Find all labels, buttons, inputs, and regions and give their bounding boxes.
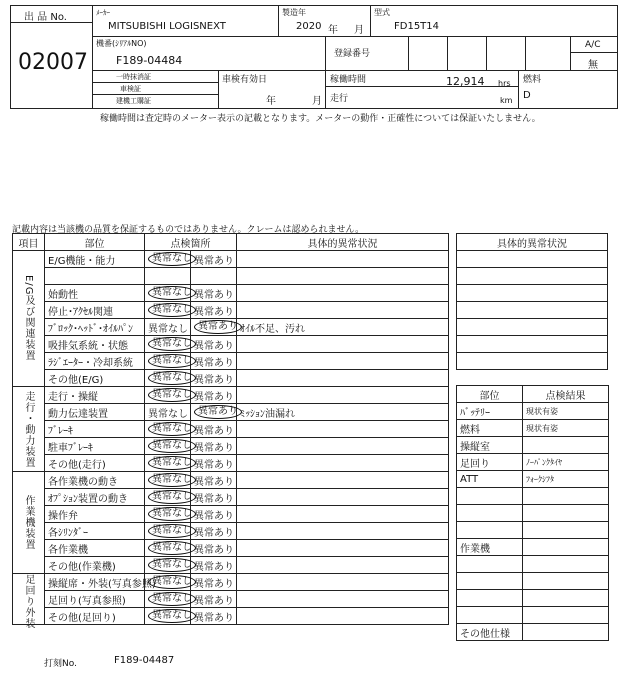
normal-cell [145,285,191,302]
abnormal-mark: 異常あり [194,442,234,454]
abnormal-mark: 異常あり [194,374,234,386]
col-header-check: 点検箇所 [145,234,237,251]
abnormal-cell [191,251,237,268]
side-detail-row [457,285,608,302]
normal-mark-circled: 異常なし [148,473,196,487]
detail-cell [237,438,449,455]
abnormal-mark: 異常あり [194,561,234,573]
abnormal-cell [191,421,237,438]
serial: F189-04484 [116,54,183,67]
detail-cell [237,336,449,353]
normal-mark-circled: 異常なし [148,541,196,555]
normal-mark-circled: 異常なし [148,558,196,572]
part-cell: ﾗｼﾞｴｰﾀｰ・冷却系統 [45,353,145,370]
table-row [13,285,449,302]
normal-cell [145,336,191,353]
result-part: 操縦室 [457,437,523,454]
side-result-header-part: 部位 [457,386,523,403]
part-cell: その他(足回り) [45,608,145,625]
abnormal-mark: 異常あり [194,289,234,301]
normal-cell [145,506,191,523]
abnormal-mark: 異常あり [194,340,234,352]
category-label: E/G及び関連装置 [13,251,45,387]
abnormal-cell [191,574,237,591]
item-no-label: 出 品 No. [24,12,67,23]
detail-cell [237,251,449,268]
result-row [457,573,609,590]
detail-cell [237,370,449,387]
normal-mark-circled: 異常なし [148,490,196,504]
abnormal-cell [191,404,237,421]
disclaimer: 記載内容は当該機の品質を保証するものではありません。クレームは認められません。 [12,225,365,235]
inspect-label: 車検有効日 [222,75,268,85]
normal-cell [145,438,191,455]
result-row [457,624,609,641]
table-row [13,302,449,319]
part-cell: 駐車ﾌﾞﾚｰｷ [45,438,145,455]
part-cell: 各作業機 [45,540,145,557]
abnormal-mark: 異常あり [194,391,234,403]
reg-label: 登録番号 [334,49,371,59]
part-cell: 走行・操縦 [45,387,145,404]
result-row [457,522,609,539]
table-row [13,472,449,489]
abnormal-mark: 異常あり [194,578,234,590]
part-cell [45,268,145,285]
abnormal-cell [191,302,237,319]
result-part: その他仕様 [457,624,523,641]
detail-cell [237,268,449,285]
table-row [13,506,449,523]
normal-cell [145,251,191,268]
detail-cell: ﾐｯｼｮﾝ油漏れ [237,404,449,421]
result-part: 燃料 [457,420,523,437]
abnormal-mark: 異常あり [194,612,234,624]
result-value [523,590,609,607]
result-value: ﾌｫｰｸｼﾌﾀ [523,471,609,488]
abnormal-mark: 異常あり [194,476,234,488]
normal-mark-circled: 異常なし [148,371,196,385]
serial-label: 機番(ｼﾘｱﾙNO) [96,39,147,48]
year-unit: 年 [328,25,338,36]
table-row [13,540,449,557]
detail-cell [237,523,449,540]
result-value: ﾉｰﾊﾟﾝｸﾀｲﾔ [523,454,609,471]
result-value [523,437,609,454]
normal-mark-circled: 異常なし [148,609,196,623]
normal-cell [145,472,191,489]
detail-cell [237,591,449,608]
travel-label: 走行 [330,94,349,104]
normal-mark: 異常なし [148,323,188,335]
part-cell: その他(E/G) [45,370,145,387]
result-part: 作業機 [457,539,523,556]
table-row [13,557,449,574]
abnormal-cell [191,285,237,302]
abnormal-mark: 異常あり [194,493,234,505]
side-detail-row [457,302,608,319]
part-cell: ﾌﾞﾛｯｸ･ﾍｯﾄﾞ･ｵｲﾙﾊﾟﾝ [45,319,145,336]
abnormal-cell [191,353,237,370]
result-part [457,556,523,573]
part-cell: 吸排気系統・状態 [45,336,145,353]
part-cell: ﾌﾞﾚｰｷ [45,421,145,438]
abnormal-cell [191,506,237,523]
result-row [457,607,609,624]
fuel: D [523,90,531,101]
normal-mark-circled: 異常なし [148,524,196,538]
result-value [523,488,609,505]
detail-cell [237,506,449,523]
normal-cell [145,387,191,404]
normal-cell [145,523,191,540]
abnormal-cell [191,268,237,285]
result-value [523,556,609,573]
result-value [523,607,609,624]
side-result-header-result: 点検結果 [523,386,609,403]
col-header-part: 部位 [45,234,145,251]
abnormal-cell [191,319,237,336]
normal-mark-circled: 異常なし [148,286,196,300]
stamp-value: F189-04487 [114,655,175,666]
model-label: 型式 [374,8,390,17]
normal-cell [145,591,191,608]
normal-cell [145,540,191,557]
normal-cell [145,302,191,319]
model: FD15T14 [394,21,440,32]
hours-label: 稼働時間 [330,75,367,85]
normal-cell [145,557,191,574]
abnormal-mark: 異常あり [194,544,234,556]
detail-cell [237,421,449,438]
normal-cell [145,574,191,591]
part-cell: E/G機能・能力 [45,251,145,268]
detail-cell [237,574,449,591]
normal-mark: 異常なし [148,408,188,420]
abnormal-cell [191,608,237,625]
abnormal-cell [191,523,237,540]
normal-mark-circled: 異常なし [148,354,196,368]
normal-mark-circled: 異常なし [148,456,196,470]
result-value: 現状有姿 [523,403,609,420]
side-result-table [456,385,609,641]
ac-value: 無 [588,60,598,71]
normal-cell [145,404,191,421]
result-part [457,590,523,607]
table-row [13,251,449,268]
abnormal-cell [191,455,237,472]
abnormal-mark: 異常あり [194,425,234,437]
normal-cell [145,370,191,387]
inspect-year: 年 [266,96,276,107]
abnormal-mark: 異常あり [194,306,234,318]
detail-cell [237,489,449,506]
abnormal-cell [191,489,237,506]
result-row [457,556,609,573]
detail-cell [237,540,449,557]
abnormal-cell [191,540,237,557]
permit-label-3: 建機工購証 [116,97,151,105]
result-value [523,505,609,522]
category-label: 作業機装置 [13,472,45,574]
normal-cell [145,353,191,370]
result-row [457,539,609,556]
detail-cell [237,353,449,370]
part-cell: 各ｼﾘﾝﾀﾞｰ [45,523,145,540]
result-part [457,488,523,505]
part-cell: 操作弁 [45,506,145,523]
table-row [13,421,449,438]
abnormal-cell [191,472,237,489]
maker: MITSUBISHI LOGISNEXT [108,21,226,32]
normal-mark-circled: 異常なし [148,507,196,521]
part-cell: ｵﾌﾟｼｮﾝ装置の動き [45,489,145,506]
km-unit: km [500,96,513,105]
abnormal-cell [191,336,237,353]
result-row [457,420,609,437]
result-row [457,403,609,420]
abnormal-mark: 異常あり [194,510,234,522]
abnormal-mark: 異常あり [194,527,234,539]
year-label: 製造年 [282,8,306,17]
col-header-detail: 具体的異常状況 [237,234,449,251]
result-row [457,505,609,522]
part-cell: 動力伝達装置 [45,404,145,421]
result-part: ﾊﾞｯﾃﾘｰ [457,403,523,420]
part-cell: その他(走行) [45,455,145,472]
side-detail-row [457,353,608,370]
side-detail-row [457,251,608,268]
side-detail-table [456,233,608,370]
part-cell: 停止･ｱｸｾﾙ関連 [45,302,145,319]
month-unit: 月 [354,25,364,36]
normal-mark-circled: 異常なし [148,592,196,606]
inspect-month: 月 [312,96,322,107]
result-row [457,471,609,488]
normal-cell [145,455,191,472]
permit-label-1: 一時抹消証 [116,73,151,81]
normal-mark-circled: 異常なし [148,337,196,351]
stamp-label: 打刻No. [44,659,77,669]
result-row [457,488,609,505]
result-row [457,454,609,471]
normal-cell [145,489,191,506]
normal-mark-circled: 異常なし [148,252,196,266]
hours-unit: hrs [498,79,511,88]
side-detail-row [457,336,608,353]
normal-cell [145,608,191,625]
result-part [457,505,523,522]
part-cell: 始動性 [45,285,145,302]
normal-cell [145,268,191,285]
detail-cell [237,302,449,319]
table-row [13,574,449,591]
result-part: 足回り [457,454,523,471]
normal-mark-circled: 異常なし [148,388,196,402]
side-detail-header: 具体的異常状況 [457,234,608,251]
ac-label: A/C [585,40,601,50]
permit-label-2: 車検証 [120,85,141,93]
result-value: 現状有姿 [523,420,609,437]
side-detail-row [457,319,608,336]
abnormal-cell [191,591,237,608]
inspection-table [12,233,449,629]
normal-mark-circled: 異常なし [148,303,196,317]
result-part [457,607,523,624]
abnormal-mark-circled: 異常あり [194,405,242,419]
result-row [457,590,609,607]
table-row [13,591,449,608]
col-header-item: 項目 [13,234,45,251]
detail-cell [237,472,449,489]
table-row [13,523,449,540]
table-row [13,387,449,404]
result-row [457,437,609,454]
normal-mark-circled: 異常なし [148,575,196,589]
table-row [13,455,449,472]
normal-cell [145,319,191,336]
result-value [523,573,609,590]
part-cell: 各作業機の動き [45,472,145,489]
part-cell: その他(作業機) [45,557,145,574]
abnormal-mark: 異常あり [194,255,234,267]
table-row [13,336,449,353]
normal-mark-circled: 異常なし [148,439,196,453]
maker-label: ﾒｰｶｰ [96,9,110,17]
table-row [13,268,449,285]
result-part: ATT [457,471,523,488]
detail-cell: ｵｲﾙ不足、汚れ [237,319,449,336]
abnormal-cell [191,370,237,387]
detail-cell [237,455,449,472]
item-no: 02007 [18,50,88,75]
abnormal-mark-circled: 異常あり [194,320,242,334]
part-cell: 足回り(写真参照) [45,591,145,608]
hours: 12,914 [446,75,485,88]
result-part [457,573,523,590]
table-row [13,370,449,387]
result-value [523,522,609,539]
detail-cell [237,557,449,574]
normal-mark-circled: 異常なし [148,422,196,436]
detail-cell [237,608,449,625]
detail-cell [237,285,449,302]
table-row [13,489,449,506]
abnormal-cell [191,557,237,574]
table-row [13,404,449,421]
detail-cell [237,387,449,404]
result-value [523,624,609,641]
result-part [457,522,523,539]
abnormal-cell [191,438,237,455]
abnormal-mark: 異常あり [194,357,234,369]
result-value [523,539,609,556]
fuel-label: 燃料 [523,75,542,85]
year: 2020 [296,21,322,32]
category-label: 足回り外装 [13,574,45,625]
side-detail-row [457,268,608,285]
hours-note: 稼働時間は査定時のメーター表示の記載となります。メーターの動作・正確性については保証いたしません。 [100,114,541,124]
table-row [13,608,449,625]
abnormal-mark: 異常あり [194,595,234,607]
table-row [13,319,449,336]
abnormal-cell [191,387,237,404]
category-label: 走行・動力装置 [13,387,45,472]
normal-cell [145,421,191,438]
table-row [13,438,449,455]
table-row [13,353,449,370]
part-cell: 操縦席・外装(写真参照) [45,574,145,591]
abnormal-mark: 異常あり [194,459,234,471]
